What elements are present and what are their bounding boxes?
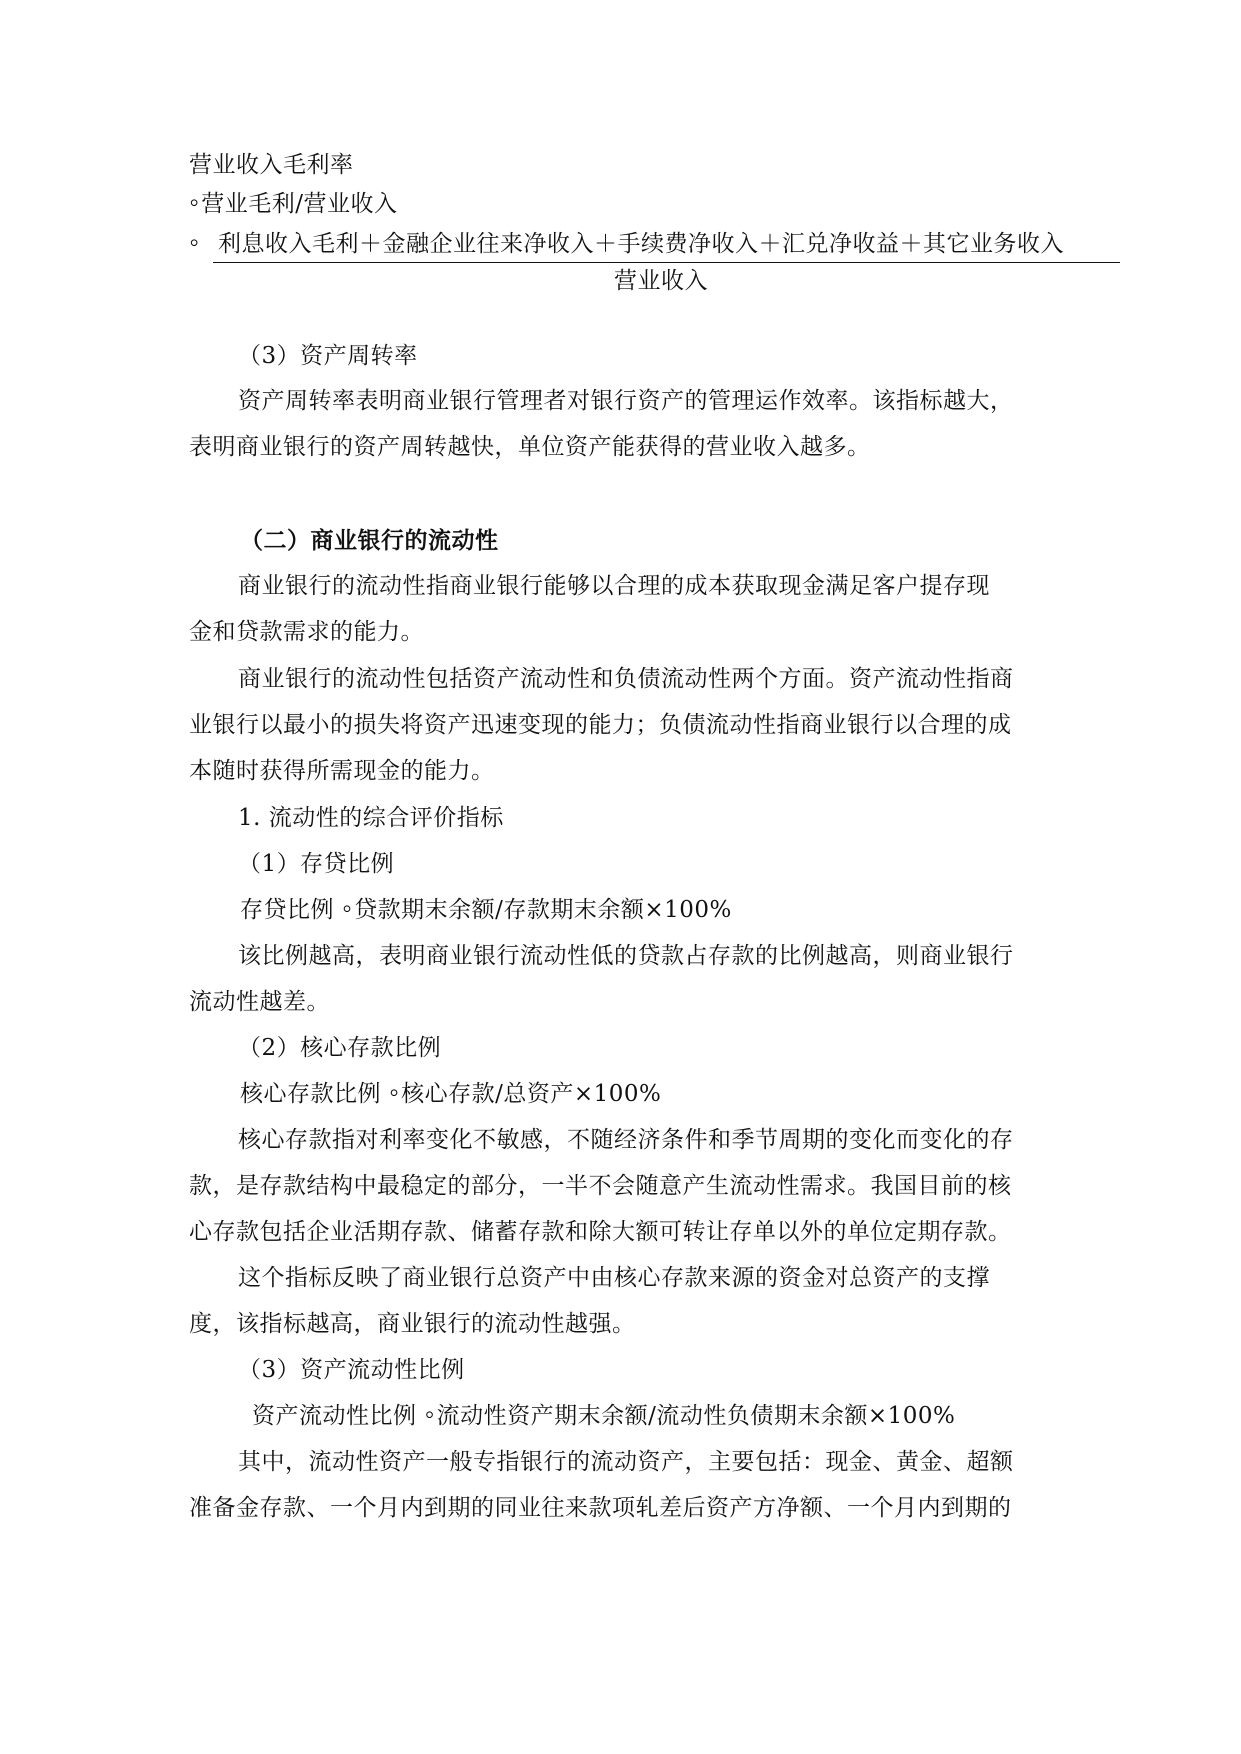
heading-asset-turnover: （3）资产周转率 <box>238 343 418 369</box>
formula-title: 营业收入毛利率 <box>189 152 354 178</box>
paragraph-line: 商业银行的流动性指商业银行能够以合理的成本获取现金满足客户提存现 <box>238 573 990 599</box>
heading-loan-deposit-ratio: （1）存贷比例 <box>238 851 395 877</box>
paragraph-line: 款，是存款结构中最稳定的部分，一半不会随意产生流动性需求。我国目前的核 <box>189 1173 1012 1199</box>
paragraph-line: 准备金存款、一个月内到期的同业往来款项轧差后资产方净额、一个月内到期的 <box>189 1495 1012 1521</box>
paragraph-line: 心存款包括企业活期存款、储蓄存款和除大额可转让存单以外的单位定期存款。 <box>189 1219 1012 1245</box>
paragraph-line: 商业银行的流动性包括资产流动性和负债流动性两个方面。资产流动性指商 <box>238 666 1014 692</box>
formula-label: 存贷比例 <box>240 897 334 923</box>
equals-glyph: ⸰ <box>388 1083 400 1104</box>
formula-line-2 <box>189 229 201 259</box>
formula-core-deposit <box>240 1079 661 1109</box>
paragraph-line: 金和贷款需求的能力。 <box>189 619 424 645</box>
formula-line-1-text: 营业毛利/营业收入 <box>201 191 398 217</box>
heading-core-deposit-ratio: （2）核心存款比例 <box>238 1035 442 1061</box>
section-heading-liquidity: （二）商业银行的流动性 <box>240 527 499 554</box>
paragraph-line: 本随时获得所需现金的能力。 <box>189 758 495 784</box>
paragraph-line: 业银行以最小的损失将资产迅速变现的能力；负债流动性指商业银行以合理的成 <box>189 712 1012 738</box>
fraction-numerator: 利息收入毛利＋金融企业往来净收入＋手续费净收入＋汇兑净收益＋其它业务收入 <box>218 231 1064 257</box>
heading-asset-liquidity-ratio: （3）资产流动性比例 <box>238 1357 465 1383</box>
paragraph-line: 核心存款指对利率变化不敏感，不随经济条件和季节周期的变化而变化的存 <box>238 1127 1014 1153</box>
sub-heading: 1. 流动性的综合评价指标 <box>238 805 504 831</box>
formula-rhs: 核心存款/总资产×100% <box>401 1081 662 1107</box>
paragraph-line: 度，该指标越高，商业银行的流动性越强。 <box>189 1311 636 1337</box>
formula-loan-deposit <box>240 895 732 925</box>
formula-asset-liquidity <box>252 1401 955 1431</box>
formula-rhs: 流动性资产期末余额/流动性负债期末余额×100% <box>436 1403 956 1429</box>
paragraph-line: 该比例越高，表明商业银行流动性低的贷款占存款的比例越高，则商业银行 <box>238 943 1014 969</box>
paragraph-line: 流动性越差。 <box>189 989 330 1015</box>
paragraph-line: 表明商业银行的资产周转越快，单位资产能获得的营业收入越多。 <box>189 434 871 460</box>
paragraph-line: 资产周转率表明商业银行管理者对银行资产的管理运作效率。该指标越大， <box>238 388 1014 414</box>
fraction-denominator: 营业收入 <box>614 268 708 294</box>
equals-glyph: ⸰ <box>341 899 353 920</box>
equals-glyph: ⸰ <box>189 193 200 214</box>
paragraph-line: 其中，流动性资产一般专指银行的流动资产，主要包括：现金、黄金、超额 <box>238 1449 1014 1475</box>
equals-glyph: ⸰ <box>424 1405 435 1426</box>
equals-glyph: ⸰ <box>189 233 200 254</box>
formula-line-1 <box>189 189 398 219</box>
paragraph-line: 这个指标反映了商业银行总资产中由核心存款来源的资金对总资产的支撑 <box>238 1265 990 1291</box>
fraction-rule <box>213 262 1120 263</box>
formula-label: 资产流动性比例 <box>252 1403 417 1429</box>
formula-label: 核心存款比例 <box>240 1081 381 1107</box>
formula-rhs: 贷款期末余额/存款期末余额×100% <box>354 897 732 923</box>
